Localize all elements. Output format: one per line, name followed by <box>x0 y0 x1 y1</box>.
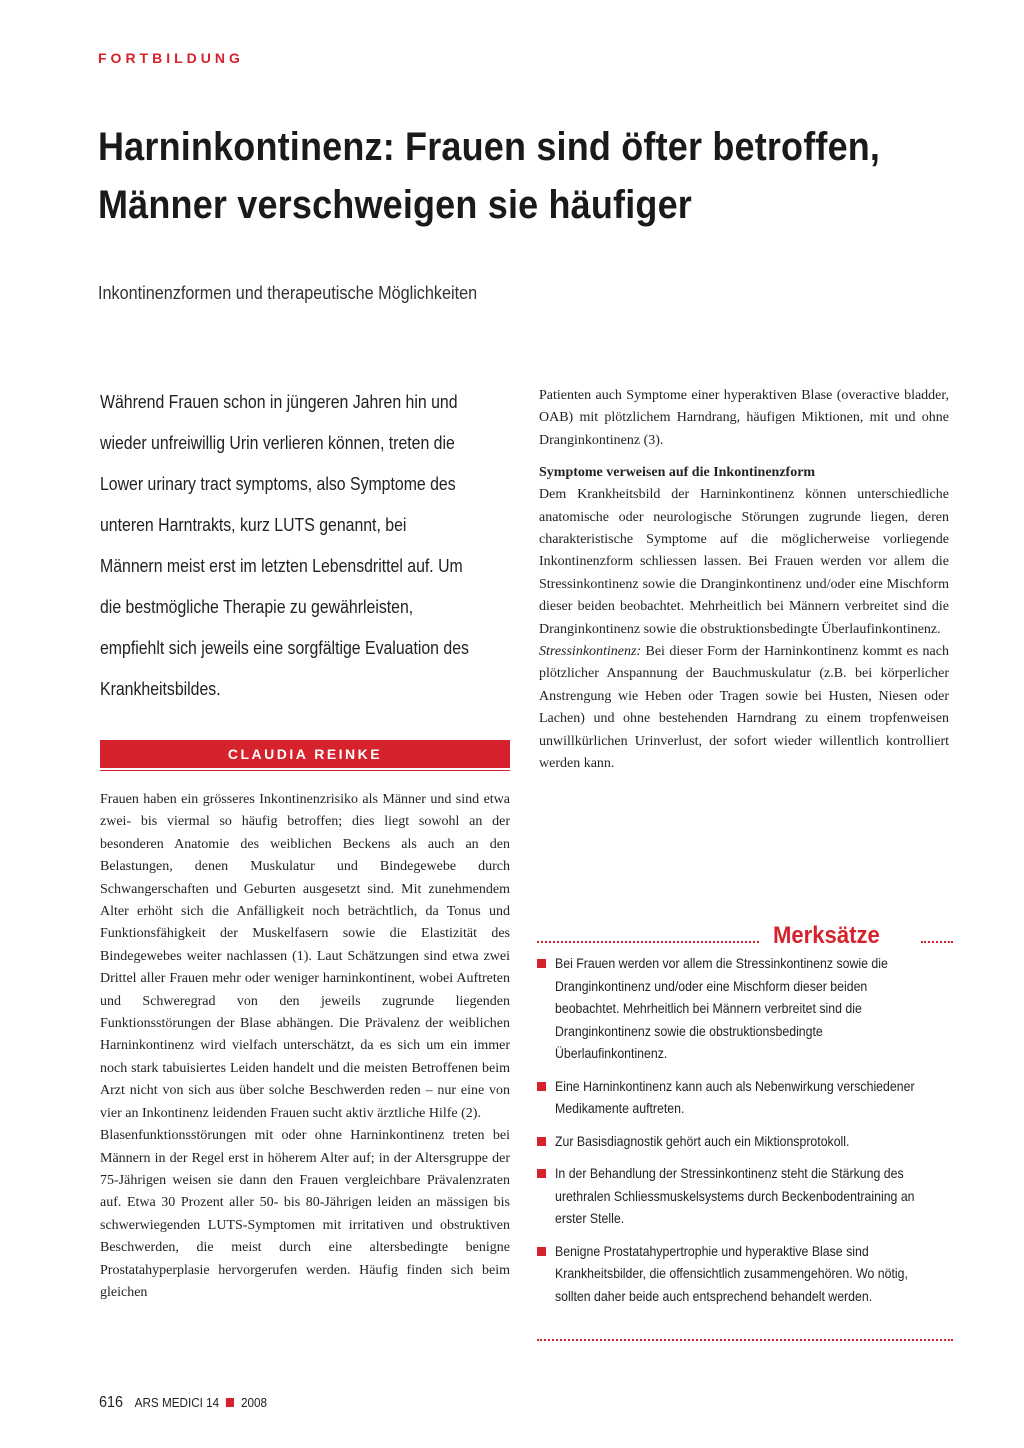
square-bullet-icon <box>537 1137 546 1146</box>
dotted-rule <box>537 941 759 943</box>
page-number: 616 <box>99 1394 124 1411</box>
merksaetze-item <box>537 952 977 1065</box>
merksaetze-item <box>537 1130 977 1153</box>
square-separator-icon <box>226 1398 234 1407</box>
merksaetze-item <box>537 1240 977 1308</box>
merksaetze-text: Benigne Prostatahypertrophie und hyperaktive Blase sind Krankheitsbilder, die offensichtlich zusammengehören. Wo nötig, sollten daher beide auch entsprechend behandelt werden. <box>555 1242 908 1304</box>
body-column-right <box>539 385 949 776</box>
merksaetze-text: Zur Basisdiagnostik gehört auch ein Miktionsprotokoll. <box>555 1132 850 1149</box>
square-bullet-icon <box>537 1247 546 1256</box>
body-paragraph <box>539 641 949 775</box>
author-bar: CLAUDIA REINKE <box>100 740 510 768</box>
title-line-1: Harninkontinenz: Frauen sind öfter betroffen, <box>98 125 881 169</box>
merksaetze-text: In der Behandlung der Stressinkontinenz steht die Stärkung des urethralen Schliessmuskelsystems durch Beckenbodentraining an erster Stelle. <box>555 1165 915 1226</box>
body-paragraph: Blasenfunktionsstörungen mit oder ohne Harninkontinenz treten bei Männern in der Regel erst in höherem Alter auf; in der Altersgruppe der 75-Jährigen weisen sie dann den Frauen vergleichbare Prävalenzraten auf. Etwa 30 Prozent aller 50- bis 80-Jährigen leiden an mässigen bis schwerwiegenden LUTS-Symptomen mit irritativen und obstruktiven Beschwerden, die meist durch eine altersbedingte benigne Prostatahyperplasie hervorgerufen werden. Häufig finden sich beim gleichen <box>100 1128 510 1300</box>
merksaetze-title: Merksätze <box>773 922 880 949</box>
section-kicker: FORTBILDUNG <box>98 50 244 66</box>
merksaetze-item <box>537 1162 977 1230</box>
journal-name: ARS MEDICI 14 <box>134 1395 220 1410</box>
merksaetze-text: Bei Frauen werden vor allem die Stressinkontinenz sowie die Dranginkontinenz und/oder eine Mischform dieser beiden beobachtet. Mehrheitlich bei Männern verbreitet sind die Dranginkontinenz sowie die obstruktionsbedingte Überlaufinkontinenz. <box>555 955 888 1061</box>
dotted-rule <box>921 941 953 943</box>
page-footer <box>99 1394 267 1412</box>
journal-year: 2008 <box>241 1395 268 1410</box>
term-label: Stressinkontinenz: <box>539 644 642 660</box>
merksaetze-list <box>537 952 977 1317</box>
merksaetze-text: Eine Harninkontinenz kann auch als Nebenwirkung verschiedener Medikamente auftreten. <box>555 1077 915 1116</box>
body-column-left <box>100 789 510 1304</box>
lead-paragraph: Während Frauen schon in jüngeren Jahren hin und wieder unfreiwillig Urin verlieren können, treten die Lower urinary tract symptoms, also Symptome des unteren Harntrakts, kurz LUTS genannt, bei Männern meist erst im letzten Lebensdrittel auf. Um die bestmögliche Therapie zu gewährleisten, empfiehlt sich jeweils eine sorgfältige Evaluation des Krankheitsbildes. <box>100 392 469 699</box>
merksaetze-item <box>537 1075 977 1120</box>
body-paragraph: Dem Krankheitsbild der Harninkontinenz können unterschiedliche anatomische oder neurologische Störungen zugrunde liegen, deren charakteristische Symptome auf die möglicherweise vorliegende Inkontinenzform schliessen lassen. Bei Frauen werden vor allem die Stressinkontinenz sowie die Dranginkontinenz und/oder eine Mischform dieser beiden beobachtet. Mehrheitlich bei Männern verbreitet sind die Dranginkontinenz sowie die obstruktionsbedingte Überlaufinkontinenz. <box>539 487 949 637</box>
section-heading: Symptome verweisen auf die Inkontinenzform <box>539 465 816 481</box>
body-paragraph: Frauen haben ein grösseres Inkontinenzrisiko als Männer und sind etwa zwei- bis viermal so häufig betroffen; dies liegt sowohl an der besonderen Anatomie des weiblichen Beckens als auch an den Belastungen, denen Muskulatur und Bindegewebe durch Schwangerschaften und Geburten ausgesetzt sind. Mit zunehmendem Alter erhöht sich die Anfälligkeit noch beträchtlich, da Tonus und Funktionsfähigkeit der Muskelfasern sowie die Elastizität des Bindegewebes weiter nachlassen (1). Laut Schätzungen sind etwa zwei Drittel aller Frauen mehr oder weniger harninkontinent, wobei Auftreten und Schweregrad von den jeweils zugrunde liegenden Funktionsstörungen der Blase abhängen. Die Prävalenz der weiblichen Harninkontinenz wird vielfach unterschätzt, da es sich um ein immer noch stark tabuisiertes Leiden handelt und die meisten Betroffenen beim Arzt nicht von sich aus über solche Beschwerden reden – nur eine von vier an Inkontinenz leidenden Frauen sucht aktiv ärztliche Hilfe (2). <box>100 792 510 1121</box>
article-title <box>98 118 890 234</box>
article-subtitle: Inkontinenzformen und therapeutische Möglichkeiten <box>98 283 478 303</box>
title-line-2: Männer verschweigen sie häufiger <box>98 183 692 227</box>
square-bullet-icon <box>537 959 546 968</box>
square-bullet-icon <box>537 1082 546 1091</box>
dotted-rule <box>537 1339 953 1341</box>
merksaetze-header <box>537 922 953 956</box>
body-paragraph: Patienten auch Symptome einer hyperaktiven Blase (overactive bladder, OAB) mit plötzlichem Harndrang, häufigen Miktionen, mit und ohne Dranginkontinenz (3). <box>539 388 949 448</box>
square-bullet-icon <box>537 1169 546 1178</box>
term-text: Bei dieser Form der Harninkontinenz kommt es nach plötzlicher Anspannung der Bauchmuskulatur (z.B. bei körperlicher Anstrengung wie Heben oder Tragen sowie bei Husten, Niesen oder Lachen) und ohne bestehenden Harndrang zu einem tropfenweisen unwillkürlichen Urinverlust, der sofort wieder willentlich kontrolliert werden kann. <box>539 644 949 772</box>
